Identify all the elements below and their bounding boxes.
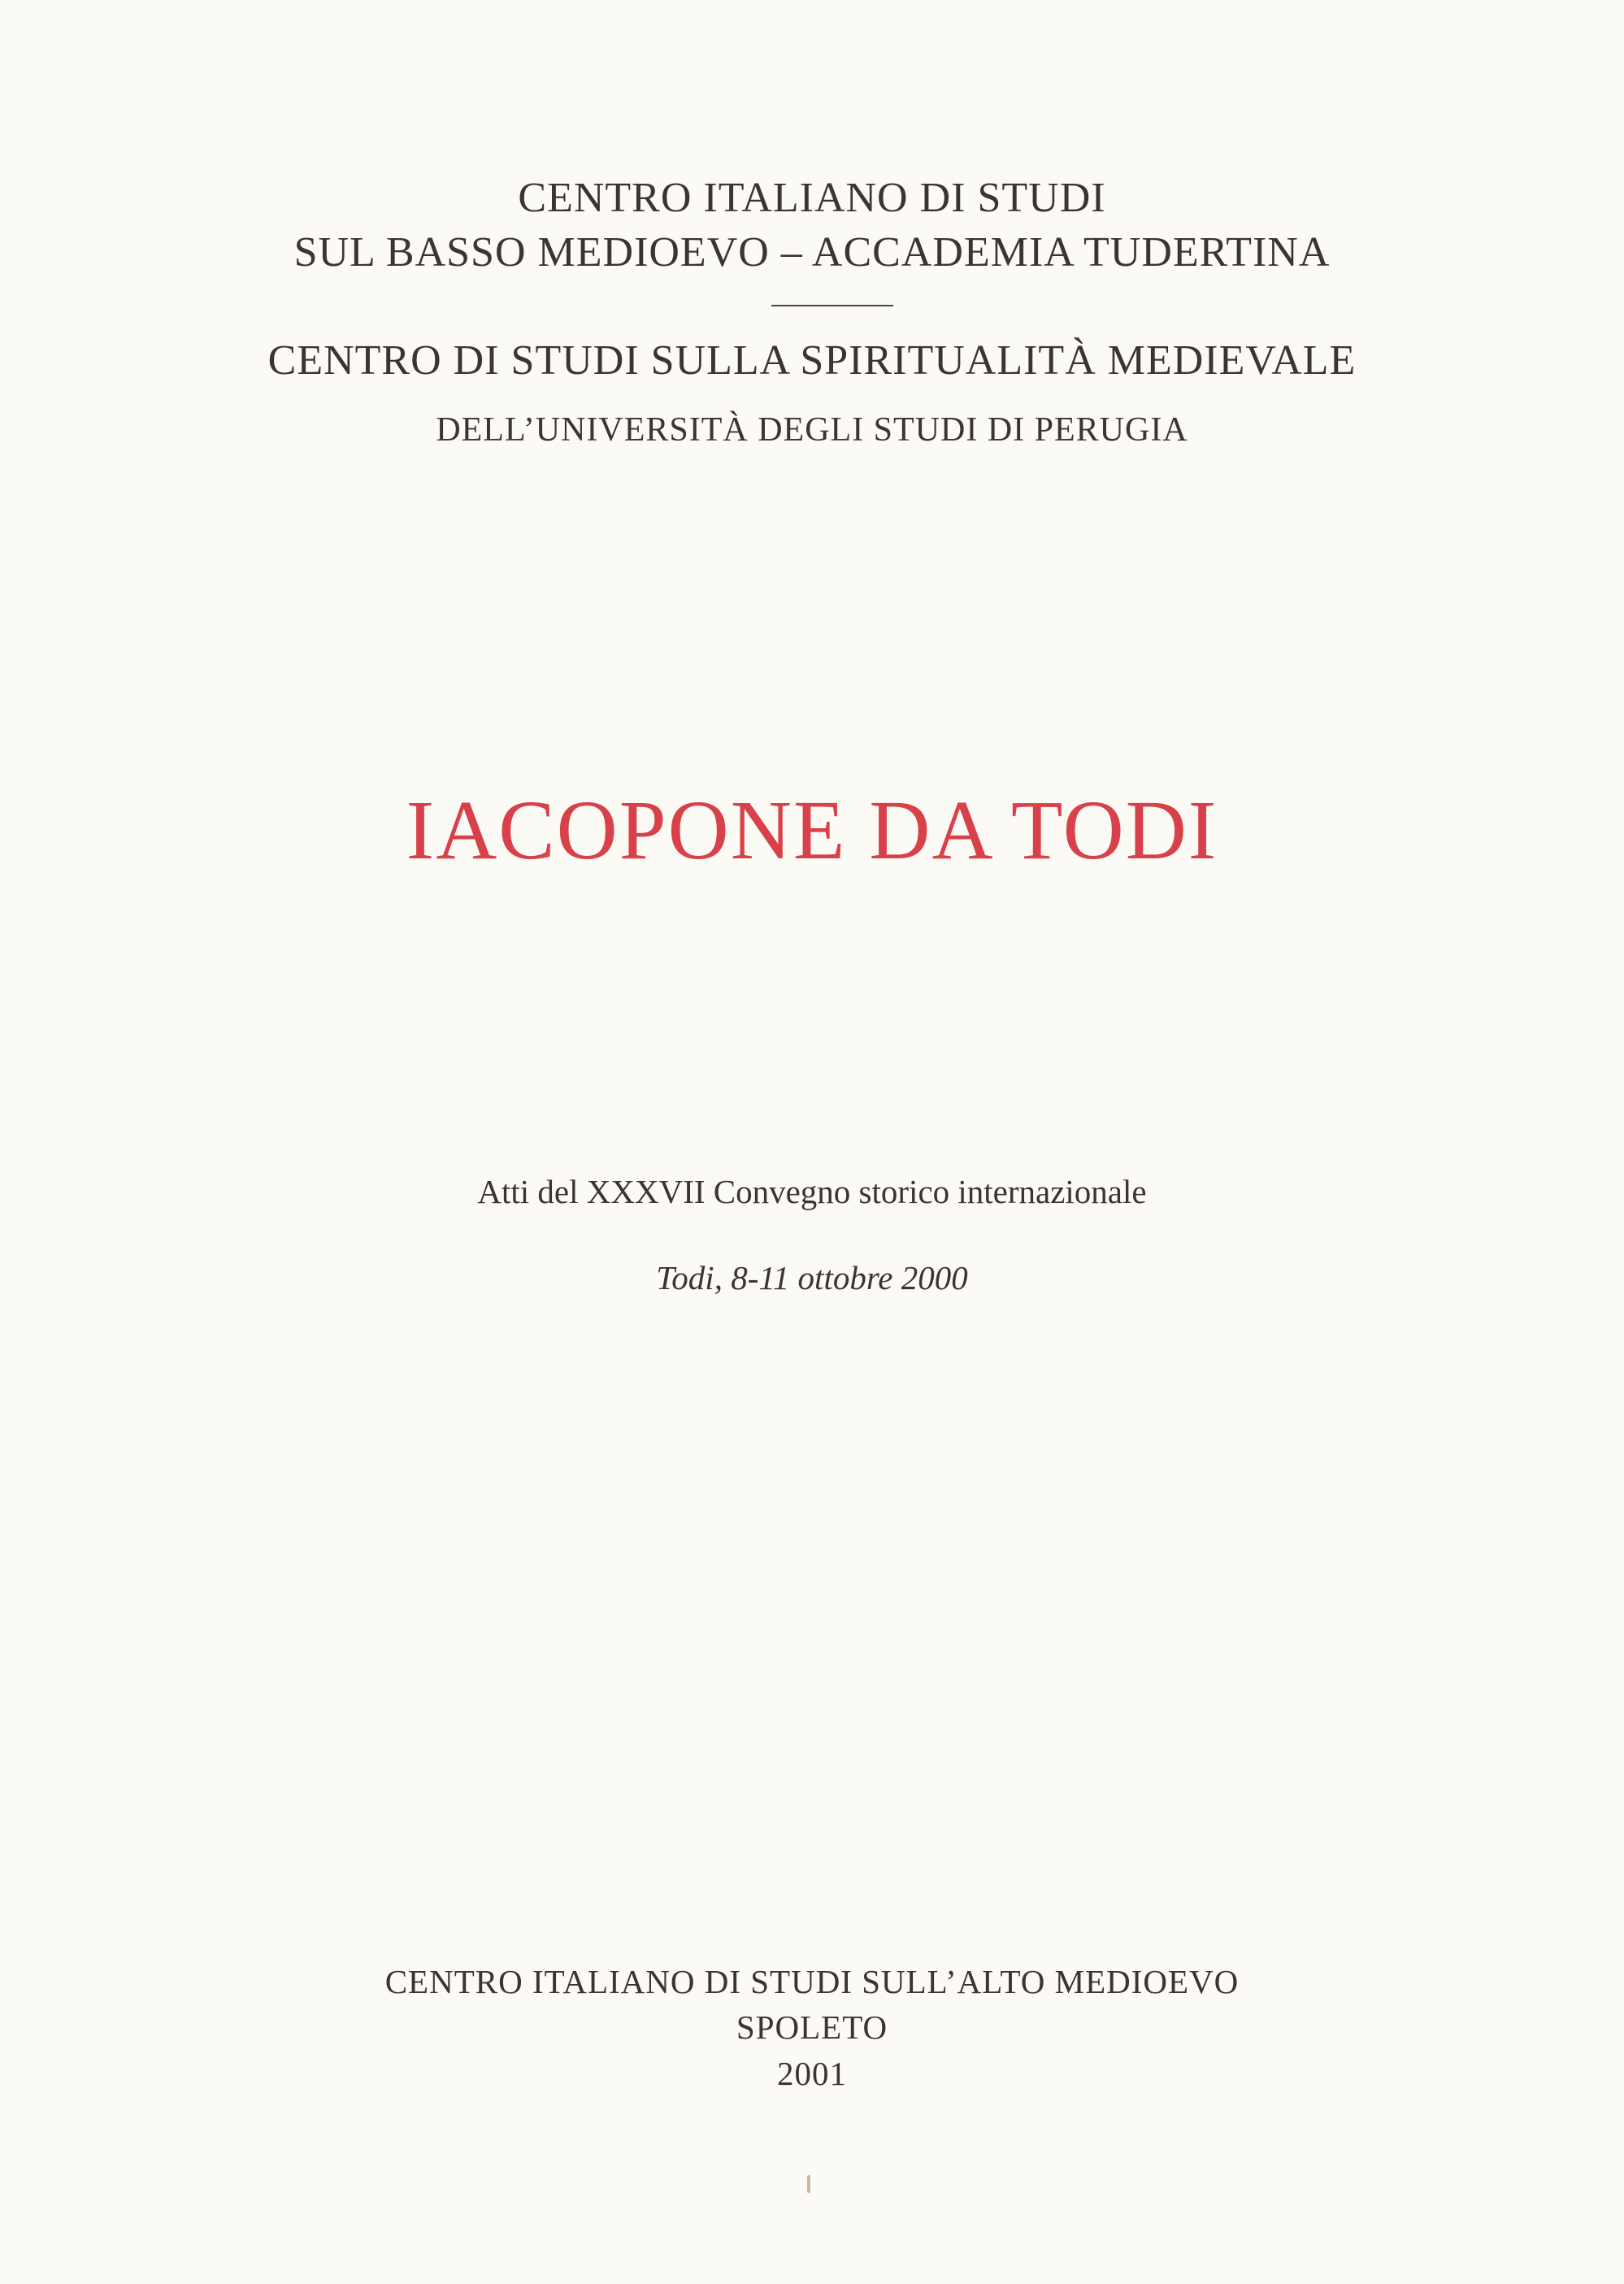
paper-speck xyxy=(807,2175,810,2193)
institution-line-4: DELL’UNIVERSITÀ DEGLI STUDI DI PERUGIA xyxy=(436,411,1188,449)
header-divider xyxy=(771,305,893,306)
publisher-city: SPOLETO xyxy=(736,2008,888,2046)
institution-line-1: CENTRO ITALIANO DI STUDI xyxy=(518,175,1106,221)
institution-line-3: CENTRO DI STUDI SULLA SPIRITUALITÀ MEDIEVALE xyxy=(267,337,1357,384)
conference-place-and-dates: Todi, 8-11 ottobre 2000 xyxy=(656,1259,968,1296)
publisher-name: CENTRO ITALIANO DI STUDI SULL’ALTO MEDIOEVO xyxy=(384,1963,1240,2000)
proceedings-description: Atti del XXXVII Convegno storico internazionale xyxy=(477,1173,1147,1210)
institution-line-2: SUL BASSO MEDIOEVO – ACCADEMIA TUDERTINA xyxy=(293,229,1331,276)
publication-year: 2001 xyxy=(777,2055,847,2092)
book-title: IACOPONE DA TODI xyxy=(406,784,1218,877)
